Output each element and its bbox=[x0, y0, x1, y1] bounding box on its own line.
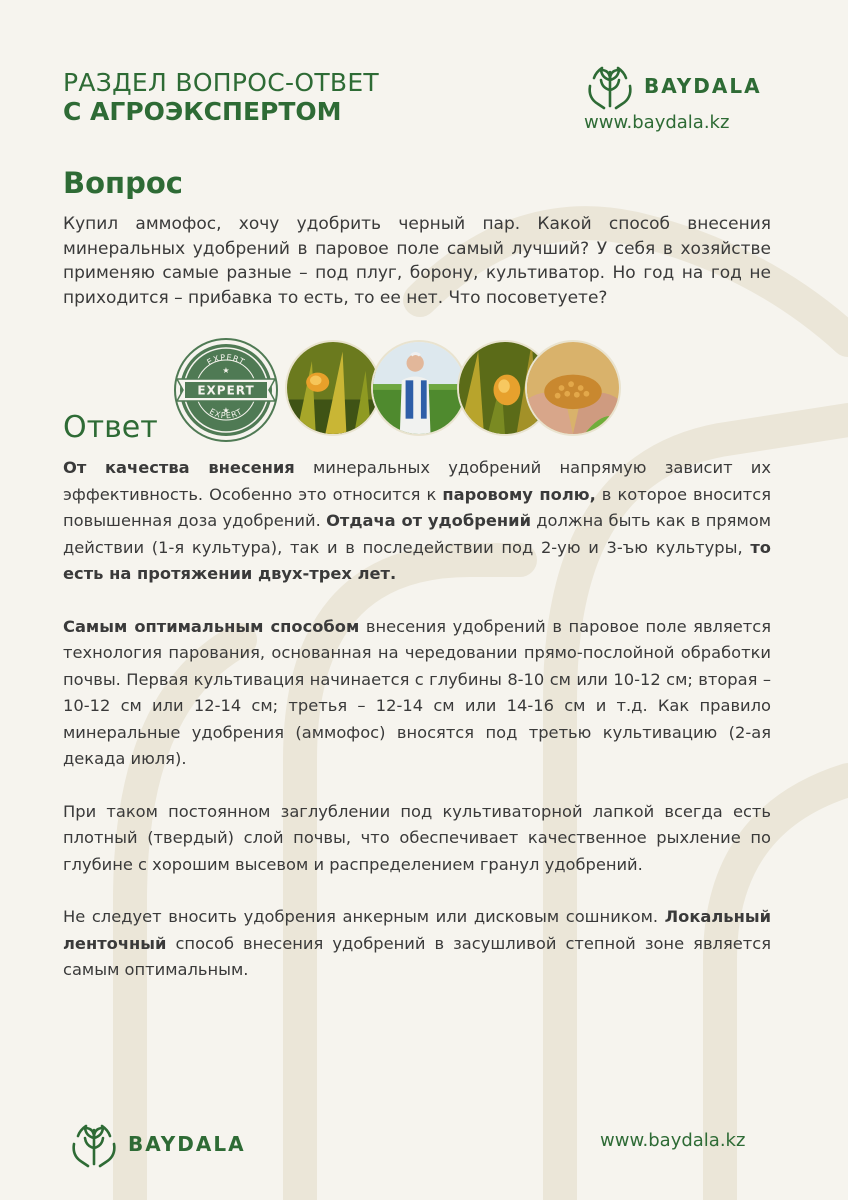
emphasis: паровому полю, bbox=[442, 484, 596, 504]
expert-seal-icon bbox=[173, 337, 279, 443]
website-link[interactable]: www.baydala.kz bbox=[584, 112, 730, 133]
badge-bottom-text: EXPERT bbox=[207, 406, 245, 421]
badge-ribbon-text: EXPERT bbox=[197, 383, 255, 398]
footer-brand-name: BAYDALA bbox=[128, 1132, 246, 1156]
section-title-line1: РАЗДЕЛ ВОПРОС-ОТВЕТ bbox=[63, 68, 380, 97]
text-run: Не следует вносить удобрения анкерным или дисковым сошником. bbox=[63, 907, 665, 926]
answer-paragraph-3 bbox=[63, 799, 771, 879]
question-heading: Вопрос bbox=[63, 166, 183, 200]
footer-brand-logo[interactable] bbox=[66, 1116, 246, 1172]
sprout-hands-icon bbox=[582, 58, 638, 114]
text-run: должна быть как в прямом действии (1-я культура), так и в последействии под 2-ую и 3-ъю культуры, bbox=[63, 511, 772, 557]
emphasis: то есть на протяжении двух-трех лет. bbox=[63, 537, 771, 583]
text-run: способ внесения удобрений в засушливой степной зоне является самым оптимальным. bbox=[63, 933, 771, 979]
section-title bbox=[63, 68, 379, 126]
emphasis: От качества внесения bbox=[63, 458, 295, 477]
answer-heading: Ответ bbox=[63, 410, 158, 445]
brand-name: BAYDALA bbox=[644, 74, 762, 98]
sprout-hands-icon bbox=[66, 1116, 122, 1172]
text-run: При таком постоянном заглублении под культиваторной лапкой всегда есть плотный (твердый) слой почвы, что обеспечивает качественное рыхление по глубине с хорошим высевом и распределением гранул удобрений. bbox=[63, 801, 771, 874]
svg-text:★: ★ bbox=[222, 406, 230, 415]
question-text: Купил аммофос, хочу удобрить черный пар. Какой способ внесения минеральных удобрений в паровое поле самый лучший? У себя в хозяйстве применяю самые разные – под плуг, борону, культиватор. Но год на год не приходится – прибавка то есть, то ее нет. Что посоветуете? bbox=[63, 214, 771, 308]
footer-website-link[interactable]: www.baydala.kz bbox=[600, 1130, 746, 1151]
text-run: минеральных удобрений напрямую зависит их эффективность. Особенно это относится к bbox=[63, 458, 771, 504]
answer-paragraph-1 bbox=[63, 455, 771, 588]
svg-text:★: ★ bbox=[222, 366, 230, 375]
answer-paragraph-2 bbox=[63, 614, 771, 773]
section-title-line2: С АГРОЭКСПЕРТОМ bbox=[63, 97, 342, 126]
emphasis: Отдача от удобрений bbox=[326, 511, 531, 530]
answer-text bbox=[63, 455, 771, 1010]
corn-field-photo bbox=[285, 340, 381, 436]
text-run: внесения удобрений в паровое поле является технология парования, основанная на чередовании прямо-послойной обработки почвы. Первая культивация начинается с глубины 8-10 см или 10-12 см; вторая – 10-12 см или 12-14 см; третья – 12-14 см или 14-16 см и т.д. Как правило минеральные удобрения (аммофос) вносятся под третью культивацию (2-ая декада июля). bbox=[63, 616, 771, 768]
farmer-photo bbox=[371, 340, 467, 436]
badge-top-text: EXPERT bbox=[205, 352, 247, 367]
emphasis: Локальный ленточный bbox=[63, 907, 771, 953]
text-run: в которое вносится повышенная доза удобрений. bbox=[63, 484, 771, 530]
answer-paragraph-4 bbox=[63, 904, 771, 984]
emphasis: Самым оптимальным способом bbox=[63, 616, 360, 636]
brand-logo[interactable] bbox=[582, 58, 762, 114]
grain-hands-photo bbox=[525, 340, 621, 436]
